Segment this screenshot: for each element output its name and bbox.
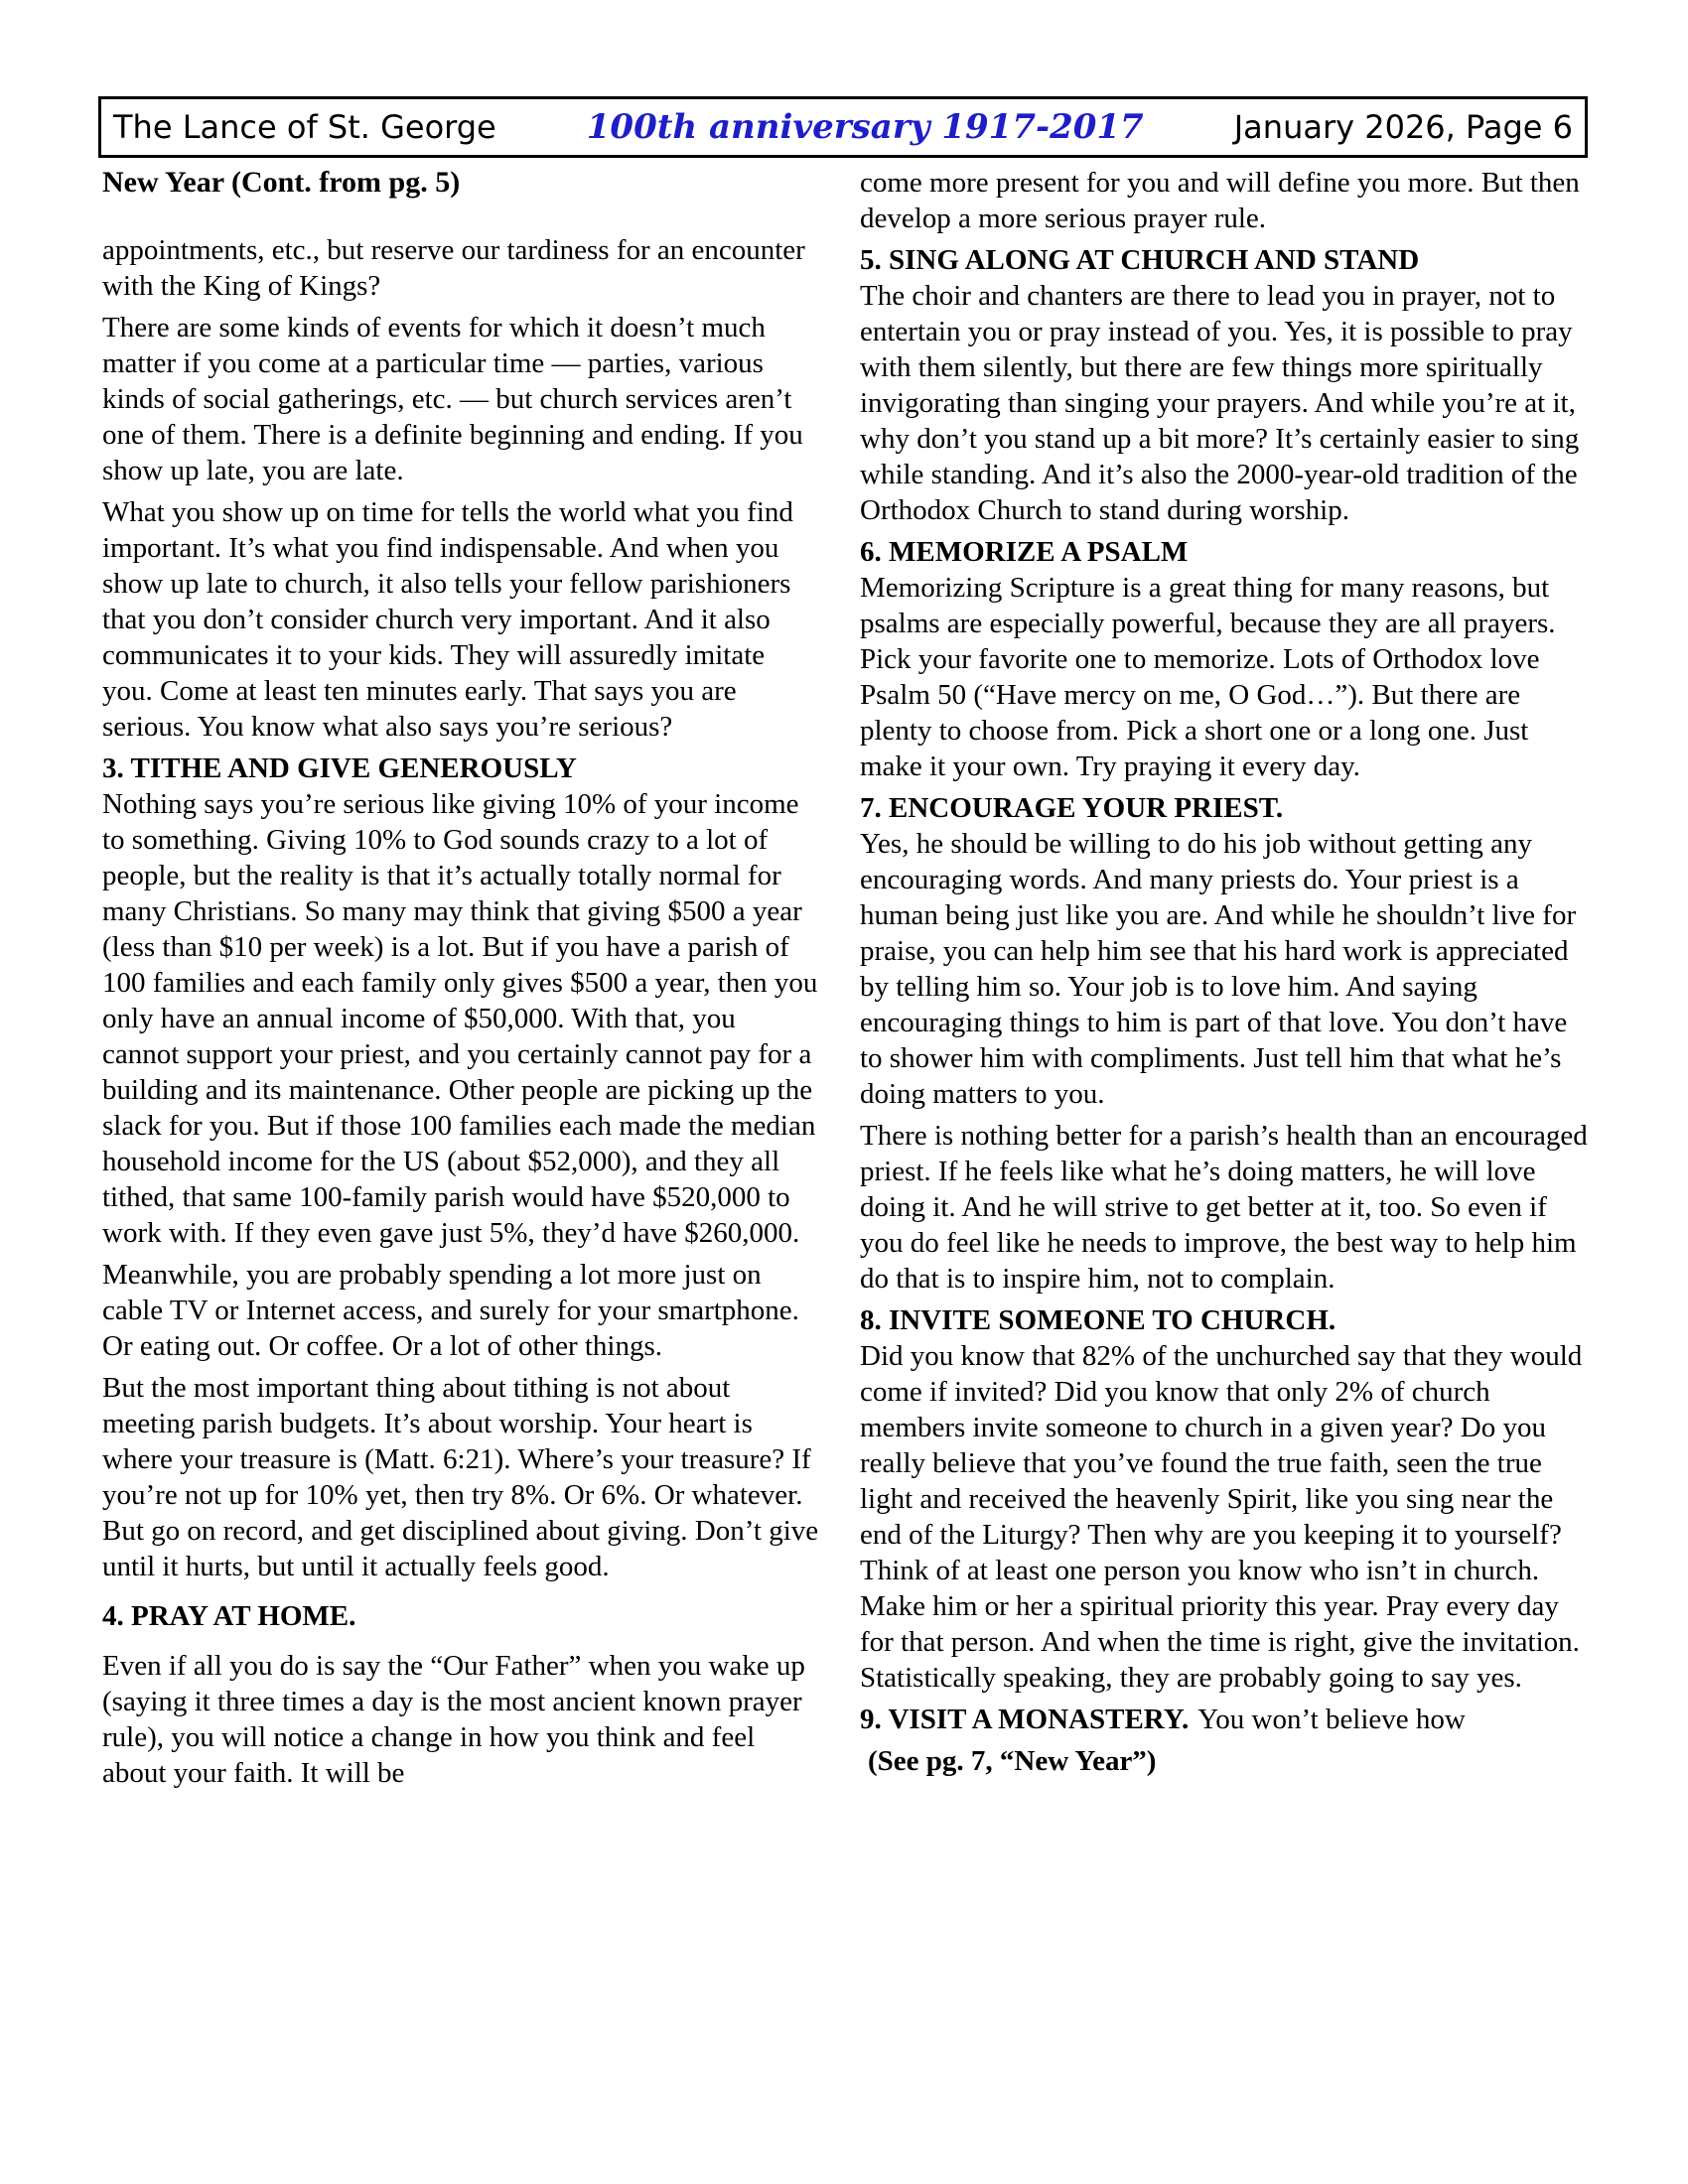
section-9-line <box>860 1702 1589 1737</box>
issue-page-label: January 2026, Page 6 <box>1233 108 1573 146</box>
paragraph-appointments: appointments, etc., but reserve our tardiness for an encounter with the King of Kings? <box>102 234 805 302</box>
section-heading-8-invite: 8. INVITE SOMEONE TO CHURCH. <box>860 1304 1336 1336</box>
paragraph-show-up-on-time: What you show up on time for tells the world what you find important. It’s what you find indispensable. And when you show up late to church, it also tells your fellow parishioners that you don’t consider church very important. And it also communicates it to your kids. They will assuredly imitate you. Come at least ten minutes early. That says you are serious. You know what also says you’re serious? <box>102 496 793 743</box>
paragraph-prayer-rule-continuation: come more present for you and will define you more. But then develop a more serious prayer rule. <box>860 167 1580 234</box>
section-heading-6-memorize: 6. MEMORIZE A PSALM <box>860 536 1189 568</box>
see-note: (See pg. 7, “New Year”) <box>868 1745 1157 1777</box>
paragraph-pray-at-home: Even if all you do is say the “Our Father” when you wake up (saying it three times a day is the most ancient known prayer rule), you will notice a change in how you think and feel about your faith. It will be <box>102 1650 805 1789</box>
article-continued-heading: New Year (Cont. from pg. 5) <box>102 166 461 199</box>
paragraph-visit-continuation: You won’t believe how <box>1197 1704 1466 1735</box>
paragraph-events: There are some kinds of events for which it doesn’t much matter if you come at a particular time — parties, various kinds of social gatherings, etc. — but church services aren’t one of them. There is a definite beginning and ending. If you show up late, you are late. <box>102 312 803 486</box>
section-heading-9-visit: 9. VISIT A MONASTERY. <box>860 1704 1190 1735</box>
paragraph-encouraged-priest: There is nothing better for a parish’s health than an encouraged priest. If he feels like what he’s doing matters, he will love doing it. And he will strive to get better at it, too. So even if you do feel like he needs to improve, the best way to help him do that is to inspire him, not to complain. <box>860 1120 1588 1295</box>
paragraph-meanwhile: Meanwhile, you are probably spending a lot more just on cable TV or Internet access, and surely for your smartphone. Or eating out. Or coffee. Or a lot of other things. <box>102 1259 799 1362</box>
section-heading-4-pray-at-home: 4. PRAY AT HOME. <box>102 1600 356 1632</box>
section-heading-5-sing: 5. SING ALONG AT CHURCH AND STAND <box>860 244 1420 276</box>
paragraph-memorize-psalm: Memorizing Scripture is a great thing for many reasons, but psalms are especially powerful, because they are all prayers. Pick your favorite one to memorize. Lots of Orthodox love Psalm 50 (“Have mercy on me, O God…”). But there are plenty to choose from. Pick a short one or a long one. Just make it your own. Try praying it every day. <box>860 572 1556 782</box>
paragraph-sing-along: The choir and chanters are there to lead you in prayer, not to entertain you or pray instead of you. Yes, it is possible to pray with them silently, but there are few things more spiritually invigorating than singing your prayers. And while you’re at it, why don’t you stand up a bit more? It’s certainly easier to sing while standing. And it’s also the 2000-year-old tradition of the Orthodox Church to stand during worship. <box>860 280 1580 526</box>
section-heading-3-tithe: 3. TITHE AND GIVE GENEROUSLY <box>102 752 577 784</box>
paragraph-encourage-priest: Yes, he should be willing to do his job without getting any encouraging words. And many priests do. Your priest is a human being just like you are. And while he shouldn’t live for praise, you can help him see that his hard work is appreciated by telling him so. Your job is to love him. And saying encouraging things to him is part of that love. You don’t have to shower him with compliments. Just tell him that what he’s doing matters to you. <box>860 828 1577 1110</box>
right-column <box>860 165 1589 1779</box>
anniversary-banner: 100th anniversary 1917-2017 <box>586 107 1144 147</box>
paragraph-tithing-worship: But the most important thing about tithing is not about meeting parish budgets. It’s about worship. Your heart is where your treasure is (Matt. 6:21). Where’s your treasure? If you’re not up for 10% yet, then try 8%. Or 6%. Or whatever. But go on record, and get disciplined about giving. Don’t give until it hurts, but until it actually feels good. <box>102 1372 819 1582</box>
paragraph-tithe: Nothing says you’re serious like giving 10% of your income to something. Giving 10% to God sounds crazy to a lot of people, but the reality is that it’s actually totally normal for many Christians. So many may think that giving $500 a year (less than $10 per week) is a lot. But if you have a parish of 100 families and each family only gives $500 a year, then you only have an annual income of $50,000. With that, you cannot support your priest, and you certainly cannot pay for a building and its maintenance. Other people are picking up the slack for you. But if those 100 families each made the median household income for the US (about $52,000), and they all tithed, that same 100-family parish would have $520,000 to work with. If they even gave just 5%, they’d have $260,000. <box>102 788 818 1249</box>
newsletter-title: The Lance of St. George <box>113 108 496 146</box>
section-heading-7-encourage: 7. ENCOURAGE YOUR PRIEST. <box>860 792 1284 824</box>
masthead <box>98 96 1588 158</box>
paragraph-invite-someone: Did you know that 82% of the unchurched say that they would come if invited? Did you know that only 2% of church members invite someone to church in a given year? Do you really believe that you’ve found the true faith, seen the true light and received the heavenly Spirit, like you sing near the end of the Liturgy? Then why are you keeping it to yourself? Think of at least one person you know who isn’t in church. Make him or her a spiritual priority this year. Pray every day for that person. And when the time is right, give the invitation. Statistically speaking, they are probably going to say yes. <box>860 1340 1583 1694</box>
left-column <box>102 165 819 1791</box>
